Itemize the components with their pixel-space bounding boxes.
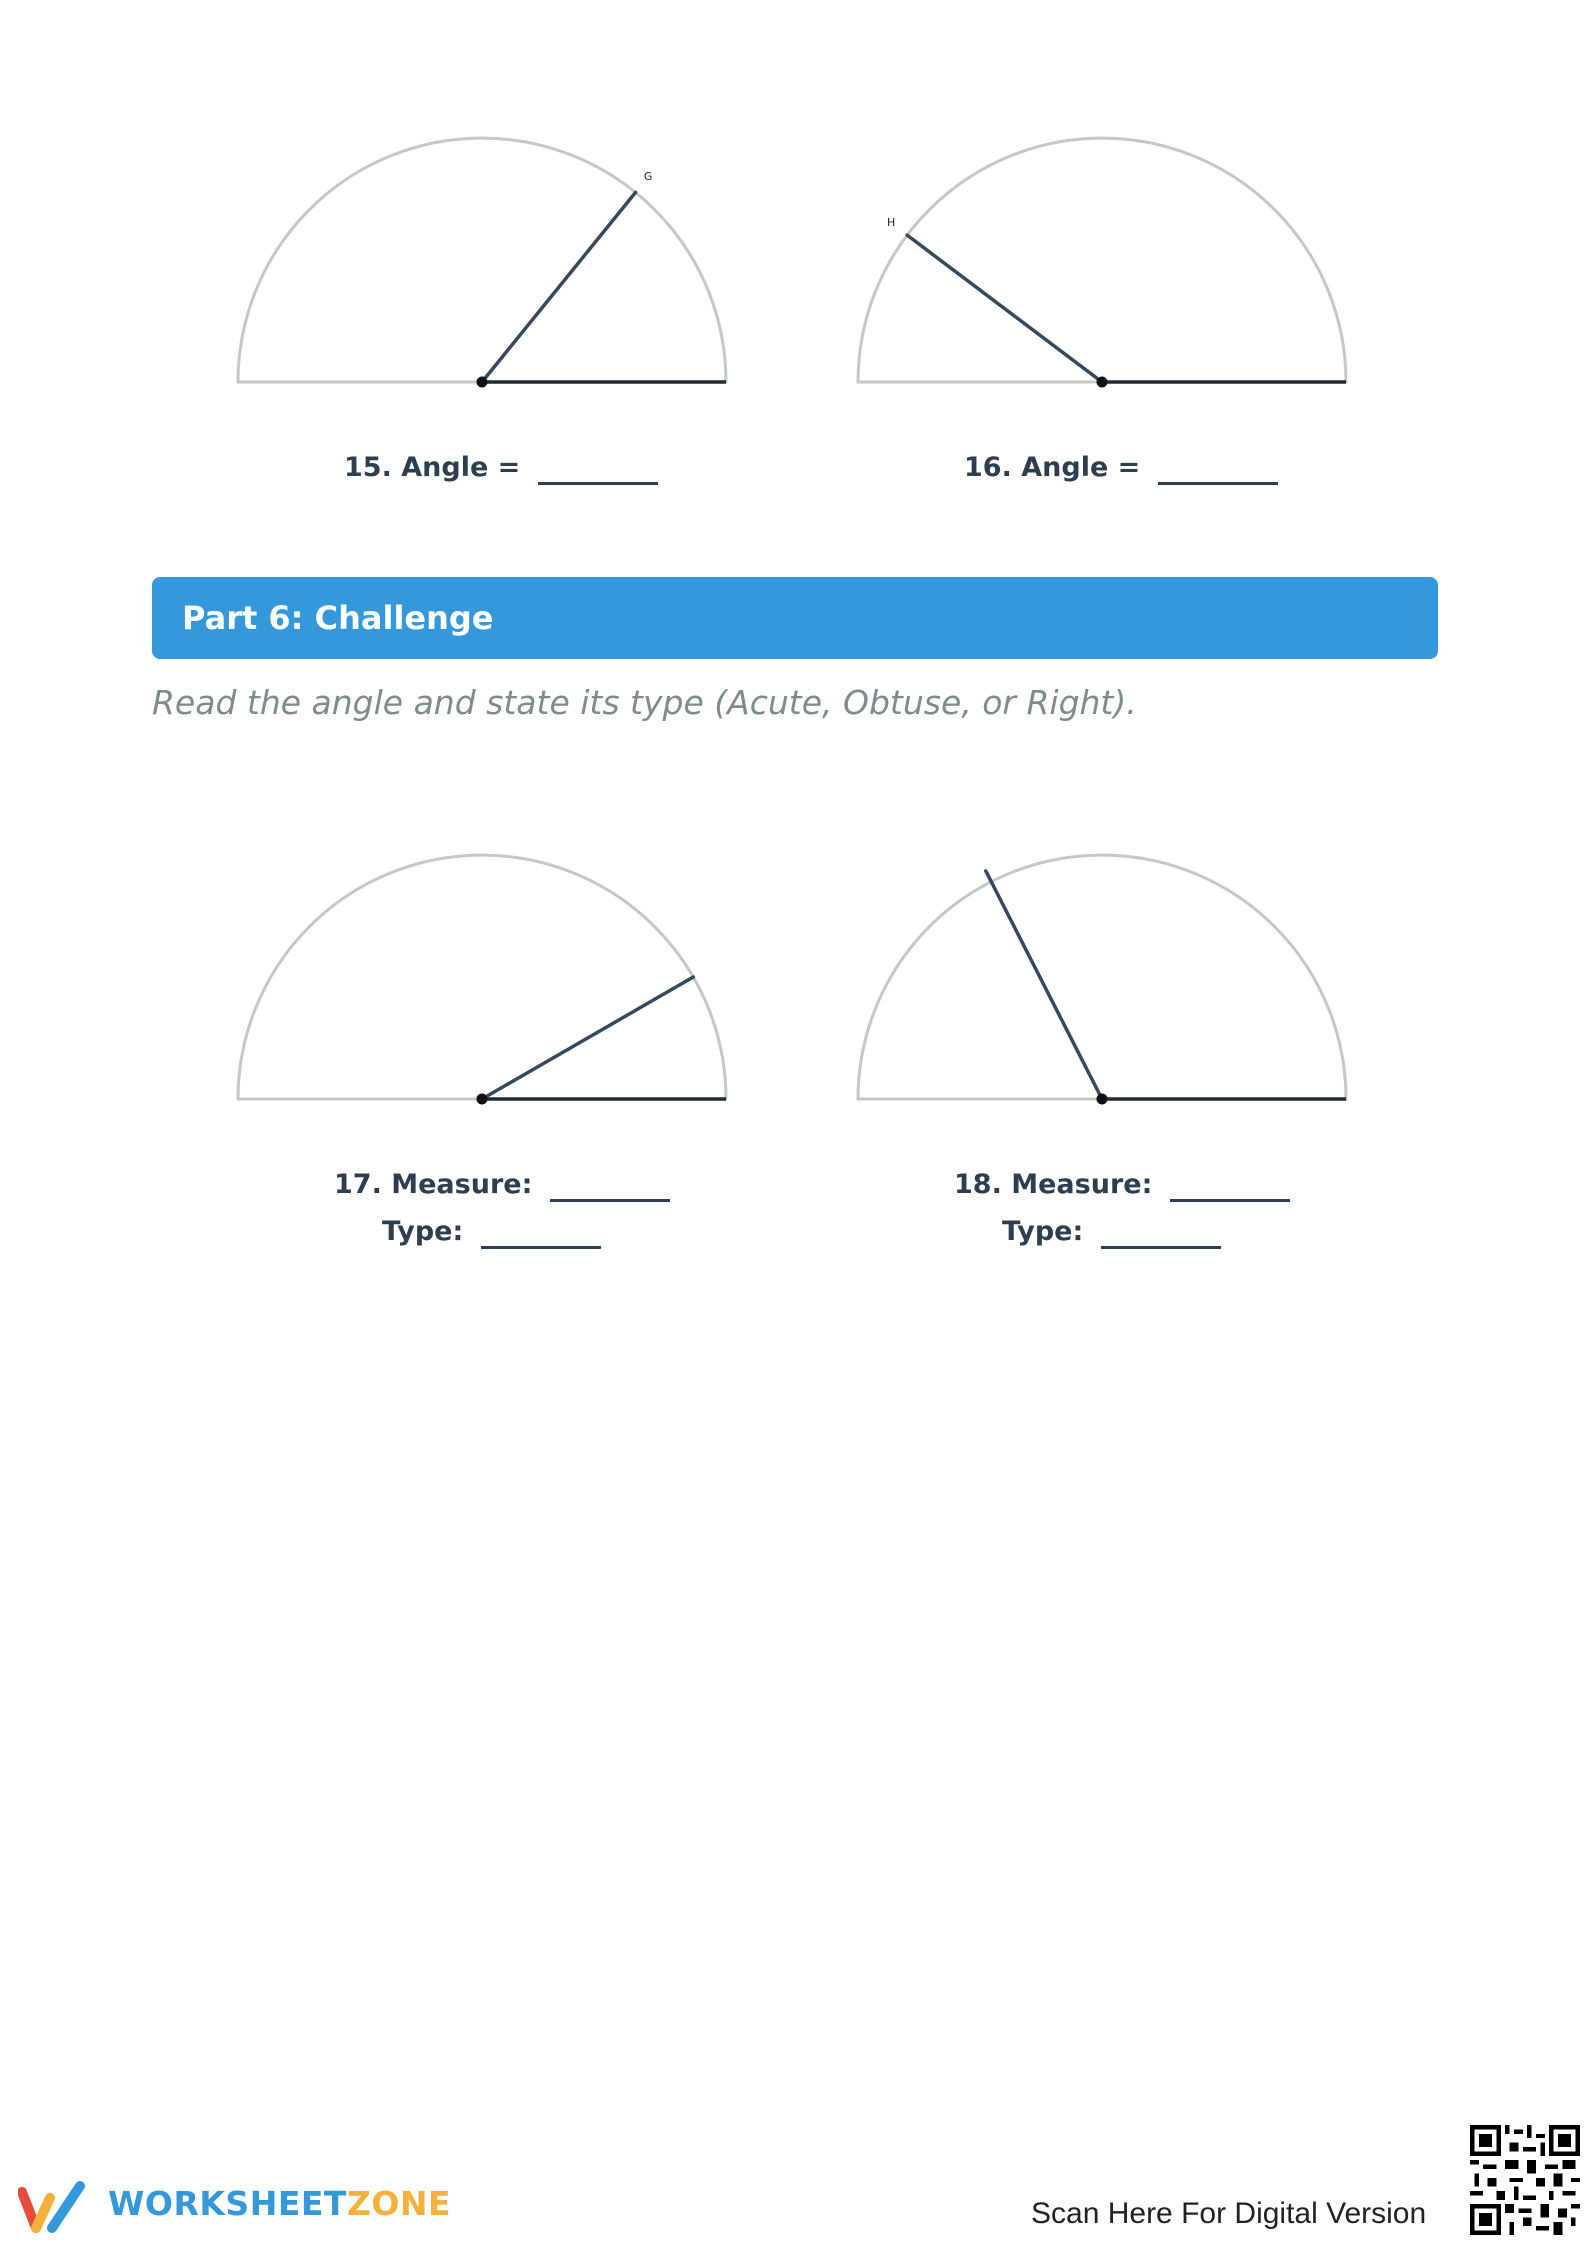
section-instructions: Read the angle and state its type (Acute, Obtuse, or Right). <box>152 683 1137 722</box>
question-17-measure-label: Measure: <box>391 1169 533 1200</box>
ray-point-label: G <box>643 169 653 183</box>
scan-caption: Scan Here For Digital Version <box>1031 2197 1427 2230</box>
answer-blank-15[interactable] <box>538 452 658 485</box>
question-16-label <box>964 452 1278 485</box>
type-blank-18[interactable] <box>1101 1216 1221 1249</box>
vertex-point <box>477 377 488 388</box>
measure-blank-17[interactable] <box>550 1169 670 1202</box>
question-17-number: 17. <box>334 1169 382 1200</box>
logo-w-icon <box>18 2180 98 2236</box>
protractor-18-diagram <box>842 837 1362 1127</box>
qr-code-icon[interactable] <box>1470 2124 1580 2236</box>
answer-blank-16[interactable] <box>1158 452 1278 485</box>
protractor-16-diagram <box>842 120 1362 410</box>
protractor-arc <box>858 138 1346 382</box>
protractor-17-diagram <box>222 837 742 1127</box>
protractor-17 <box>222 837 742 1127</box>
question-15-text: Angle = <box>401 452 521 483</box>
worksheetzone-logo[interactable] <box>18 2180 452 2230</box>
protractor-arc <box>238 138 726 382</box>
logo-text <box>108 2184 451 2223</box>
logo-text-zone: ZONE <box>346 2184 452 2223</box>
protractor-15-diagram <box>222 120 742 410</box>
section-header-bar <box>152 577 1438 659</box>
question-18-type <box>1002 1216 1221 1249</box>
ray-point-label: H <box>887 216 896 230</box>
question-16-number: 16. <box>964 452 1012 483</box>
question-17-type <box>382 1216 601 1249</box>
protractor-18 <box>842 837 1362 1127</box>
question-18-measure-label: Measure: <box>1011 1169 1153 1200</box>
logo-text-worksheet: WORKSHEET <box>108 2184 347 2223</box>
protractor-arc <box>858 855 1346 1099</box>
question-18-type-label: Type: <box>1002 1216 1084 1247</box>
question-15-number: 15. <box>344 452 392 483</box>
question-17-type-label: Type: <box>382 1216 464 1247</box>
vertex-point <box>1097 1094 1108 1105</box>
vertex-point <box>1097 377 1108 388</box>
question-18-number: 18. <box>954 1169 1002 1200</box>
section-title: Part 6: Challenge <box>182 599 494 637</box>
vertex-point <box>477 1094 488 1105</box>
question-17-measure <box>334 1169 670 1202</box>
protractor-16 <box>842 120 1362 410</box>
type-blank-17[interactable] <box>481 1216 601 1249</box>
question-18-measure <box>954 1169 1290 1202</box>
protractor-arc <box>238 855 726 1099</box>
question-15-label <box>344 452 658 485</box>
protractor-15 <box>222 120 742 410</box>
question-16-text: Angle = <box>1021 452 1141 483</box>
measure-blank-18[interactable] <box>1170 1169 1290 1202</box>
